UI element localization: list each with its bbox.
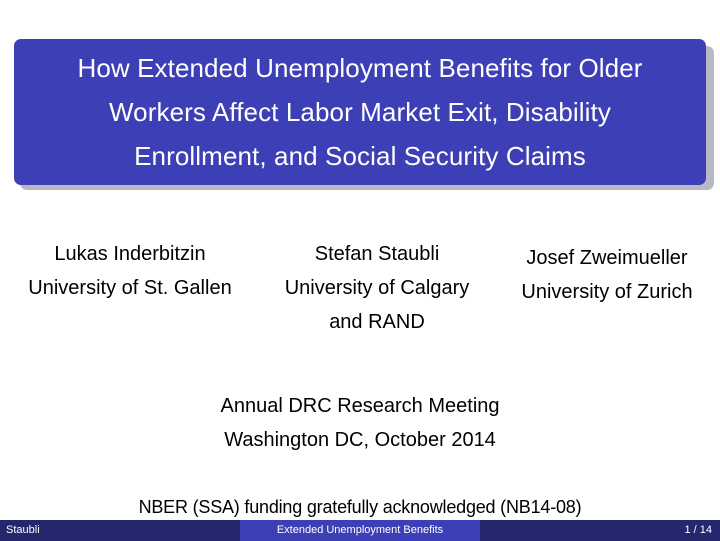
author-1-affiliation: University of St. Gallen [28, 277, 232, 299]
author-3 [494, 241, 720, 309]
footer-author: Staubli [0, 520, 240, 541]
author-3-name: Josef Zweimueller [526, 247, 688, 269]
funding-note: NBER (SSA) funding gratefully acknowledged (NB14-08) [138, 497, 582, 517]
author-1 [0, 237, 260, 305]
footer-bar [0, 520, 720, 541]
author-2-affiliation: University of Calgary [284, 277, 470, 299]
slide-title: How Extended Unemployment Benefits for Older Workers Affect Labor Market Exit, Disability Enrollment, and Social Security Claims [77, 53, 643, 171]
meeting-name: Annual DRC Research Meeting [220, 395, 500, 417]
footer-page-number: 1 / 14 [480, 520, 720, 541]
footer-short-title: Extended Unemployment Benefits [240, 520, 480, 541]
author-2-affiliation-extra: and RAND [329, 311, 425, 333]
author-2 [260, 237, 494, 339]
author-2-name: Stefan Staubli [314, 243, 440, 265]
title-box [14, 39, 706, 185]
author-1-name: Lukas Inderbitzin [54, 243, 206, 265]
location-date: Washington DC, October 2014 [224, 429, 496, 451]
author-3-affiliation: University of Zurich [521, 281, 693, 303]
